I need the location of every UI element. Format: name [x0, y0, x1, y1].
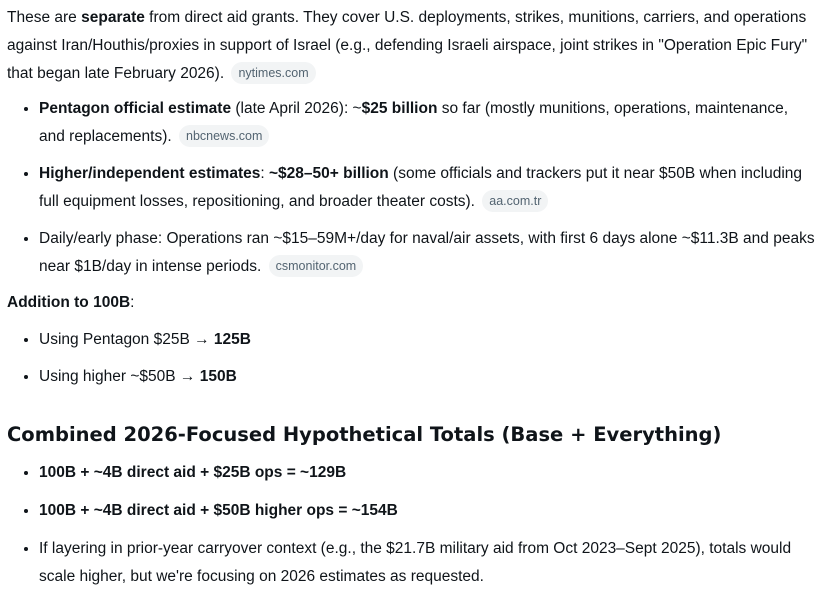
addition-colon: : — [130, 294, 135, 311]
addition-value: 150B — [199, 368, 237, 385]
addition-text: Using Pentagon $25B → — [39, 331, 214, 348]
estimate-label: Pentagon official estimate — [39, 100, 232, 117]
list-item — [39, 325, 815, 354]
source-chip-nytimes[interactable]: nytimes.com — [231, 62, 315, 84]
list-item — [39, 534, 815, 591]
addition-text: Using higher ~$50B → — [39, 368, 200, 385]
estimates-list — [7, 94, 815, 281]
source-chip-nbcnews[interactable]: nbcnews.com — [179, 125, 269, 147]
intro-paragraph — [7, 4, 815, 88]
list-item — [39, 94, 815, 151]
section-heading: Combined 2026-Focused Hypothetical Totals (Base + Everything) — [7, 423, 722, 446]
source-chip-aa[interactable]: aa.com.tr — [482, 190, 548, 212]
estimate-text: (late April 2026): ~ — [231, 100, 362, 117]
total-value: 100B + ~4B direct aid + $25B ops = ~129B — [39, 464, 347, 481]
estimate-value: $25 billion — [361, 100, 438, 117]
list-item — [39, 496, 815, 525]
list-item — [39, 458, 815, 487]
addition-list — [7, 325, 815, 391]
estimate-text: (some officials and trackers put it near $50B when including full equipment losses, repositioning, and broader theater costs). — [39, 165, 803, 210]
estimate-value: ~$28–50+ billion — [268, 165, 389, 182]
intro-bold: separate — [81, 9, 145, 26]
list-item — [39, 362, 815, 391]
addition-value: 125B — [213, 331, 251, 348]
totals-list — [7, 458, 815, 591]
source-chip-csmonitor[interactable]: csmonitor.com — [269, 255, 364, 277]
estimate-text: Daily/early phase: Operations ran ~$15–59M+/day for naval/air assets, with first 6 days alone ~$11.3B and peaks near $1B/day in intense periods. — [39, 230, 815, 275]
list-item — [39, 224, 815, 281]
total-text: If layering in prior-year carryover context (e.g., the $21.7B military aid from Oct 2023–Sept 2025), totals would scale higher, but we're focusing on 2026 estimates as requested. — [39, 540, 792, 585]
intro-text-2: from direct aid grants. They cover U.S. deployments, strikes, munitions, carriers, and operations against Iran/Houthis/proxies in support of Israel (e.g., defending Israeli airspace, joint strikes in "Operation Epic Fury" that began late February 2026). — [7, 9, 808, 82]
estimate-text: so far (mostly munitions, operations, maintenance, and replacements). — [39, 100, 789, 145]
list-item — [39, 159, 815, 216]
estimate-label: Higher/independent estimates — [39, 165, 261, 182]
addition-label-text: Addition to 100B — [7, 294, 131, 311]
total-value: 100B + ~4B direct aid + $50B higher ops = ~154B — [39, 502, 398, 519]
intro-text-1: These are — [7, 9, 82, 26]
addition-label — [7, 289, 815, 317]
estimate-text: : — [260, 165, 269, 182]
